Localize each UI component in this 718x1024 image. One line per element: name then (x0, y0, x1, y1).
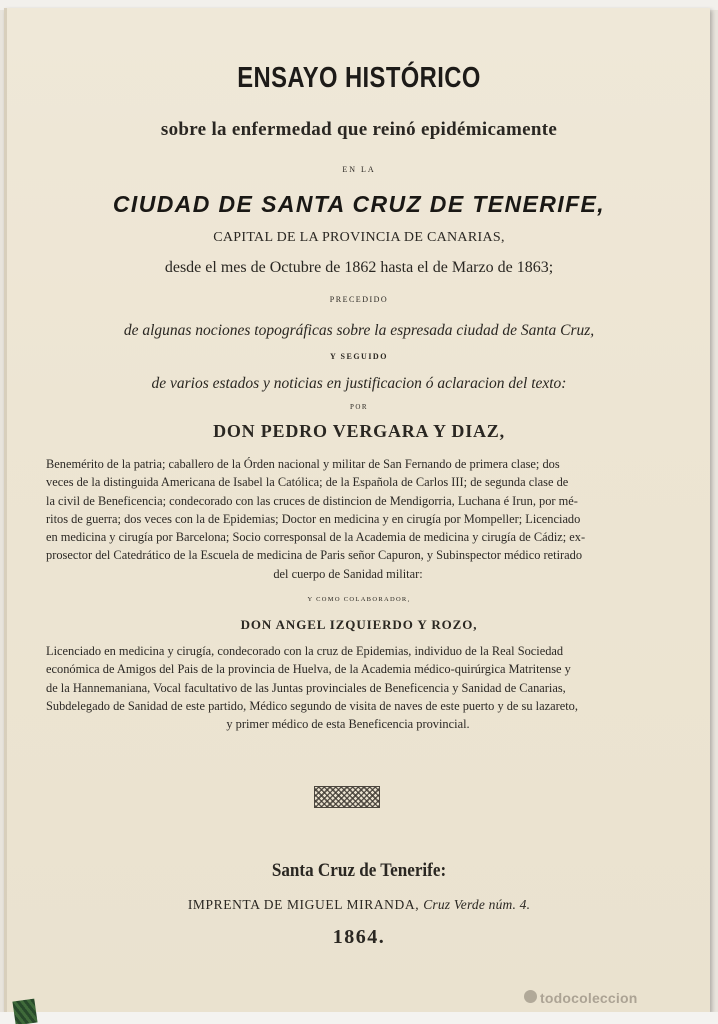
book-title: ENSAYO HISTÓRICO (237, 62, 481, 94)
page-edge (4, 8, 7, 1012)
credential-line: la civil de Beneficencia; condecorado con las cruces de distincion de Mendigorria, Luchana é Irun, por mé- (46, 493, 578, 508)
imprint-address: Cruz Verde núm. 4. (423, 897, 531, 912)
capital-line: CAPITAL DE LA PROVINCIA DE CANARIAS, (213, 230, 505, 245)
imprint-year: 1864. (332, 926, 386, 948)
appendix-line: de varios estados y noticias en justificacion ó aclaracion del texto: (151, 375, 567, 392)
city-heading: CIUDAD DE SANTA CRUZ DE TENERIFE, (112, 191, 606, 217)
credential-line: Benemérito de la patria; caballero de la Órden nacional y militar de San Fernando de primera clase; dos (46, 457, 560, 471)
connector-en-la: EN LA (342, 165, 376, 174)
imprint-printer-line (0, 897, 718, 913)
coauthor-name: DON ANGEL IZQUIERDO Y ROZO, (240, 617, 478, 632)
bookmark-ribbon (12, 999, 37, 1024)
credential-line: económica de Amigos del Pais de la provincia de Huelva, de la Academia médico-quirúrgica Matritense y (46, 662, 571, 677)
credential-line: veces de la distinguida Americana de Isabel la Católica; de la Española de Carlos III; de segunda clase de (46, 475, 569, 490)
watermark: todocoleccion (540, 990, 638, 1006)
connector-precedido: PRECEDIDO (329, 295, 389, 304)
background-bottom (0, 1012, 718, 1024)
credential-line: y primer médico de esta Beneficencia provincial. (226, 717, 470, 732)
imprint-printer: IMPRENTA DE MIGUEL MIRANDA, (187, 897, 420, 912)
watermark-logo-icon (524, 990, 537, 1003)
coauthor-credentials (46, 642, 650, 733)
credential-line: en medicina y cirugía por Barcelona; Socio corresponsal de la Academia de medicina y cirugía de Cádiz; ex- (46, 530, 586, 545)
credential-line: del cuerpo de Sanidad militar: (273, 566, 423, 581)
connector-seguido: Y SEGUIDO (330, 352, 388, 361)
credential-line: Subdelegado de Sanidad de este partido, Médico segundo de visita de naves de este puerto y de su lazareto, (46, 698, 578, 713)
author-name: DON PEDRO VERGARA Y DIAZ, (213, 421, 505, 441)
credential-line: Licenciado en medicina y cirugía, condecorado con la cruz de Epidemias, individuo de la Real Sociedad (46, 644, 564, 658)
credential-line: prosector del Catedrático de la Escuela de medicina de Paris señor Capuron, y Subinspector médico retirado (46, 548, 583, 563)
imprint-place: Santa Cruz de Tenerife: (271, 860, 447, 881)
book-subtitle: sobre la enfermedad que reinó epidémicamente (160, 119, 558, 140)
connector-por: POR (349, 403, 369, 411)
credential-line: de la Hannemaniana, Vocal facultativo de las Juntas provinciales de Beneficencia y Sanidad de Canarias, (46, 680, 566, 695)
connector-colaborador: Y COMO COLABORADOR, (307, 596, 411, 603)
author-credentials (46, 455, 650, 583)
credential-line: ritos de guerra; dos veces con la de Epidemias; Doctor en medicina y en cirugía por Mompeller; Licenciado (46, 511, 581, 526)
date-range-line: desde el mes de Octubre de 1862 hasta el de Marzo de 1863; (164, 259, 554, 276)
topography-line: de algunas nociones topográficas sobre la espresada ciudad de Santa Cruz, (123, 322, 595, 339)
printer-ornament (314, 786, 380, 808)
